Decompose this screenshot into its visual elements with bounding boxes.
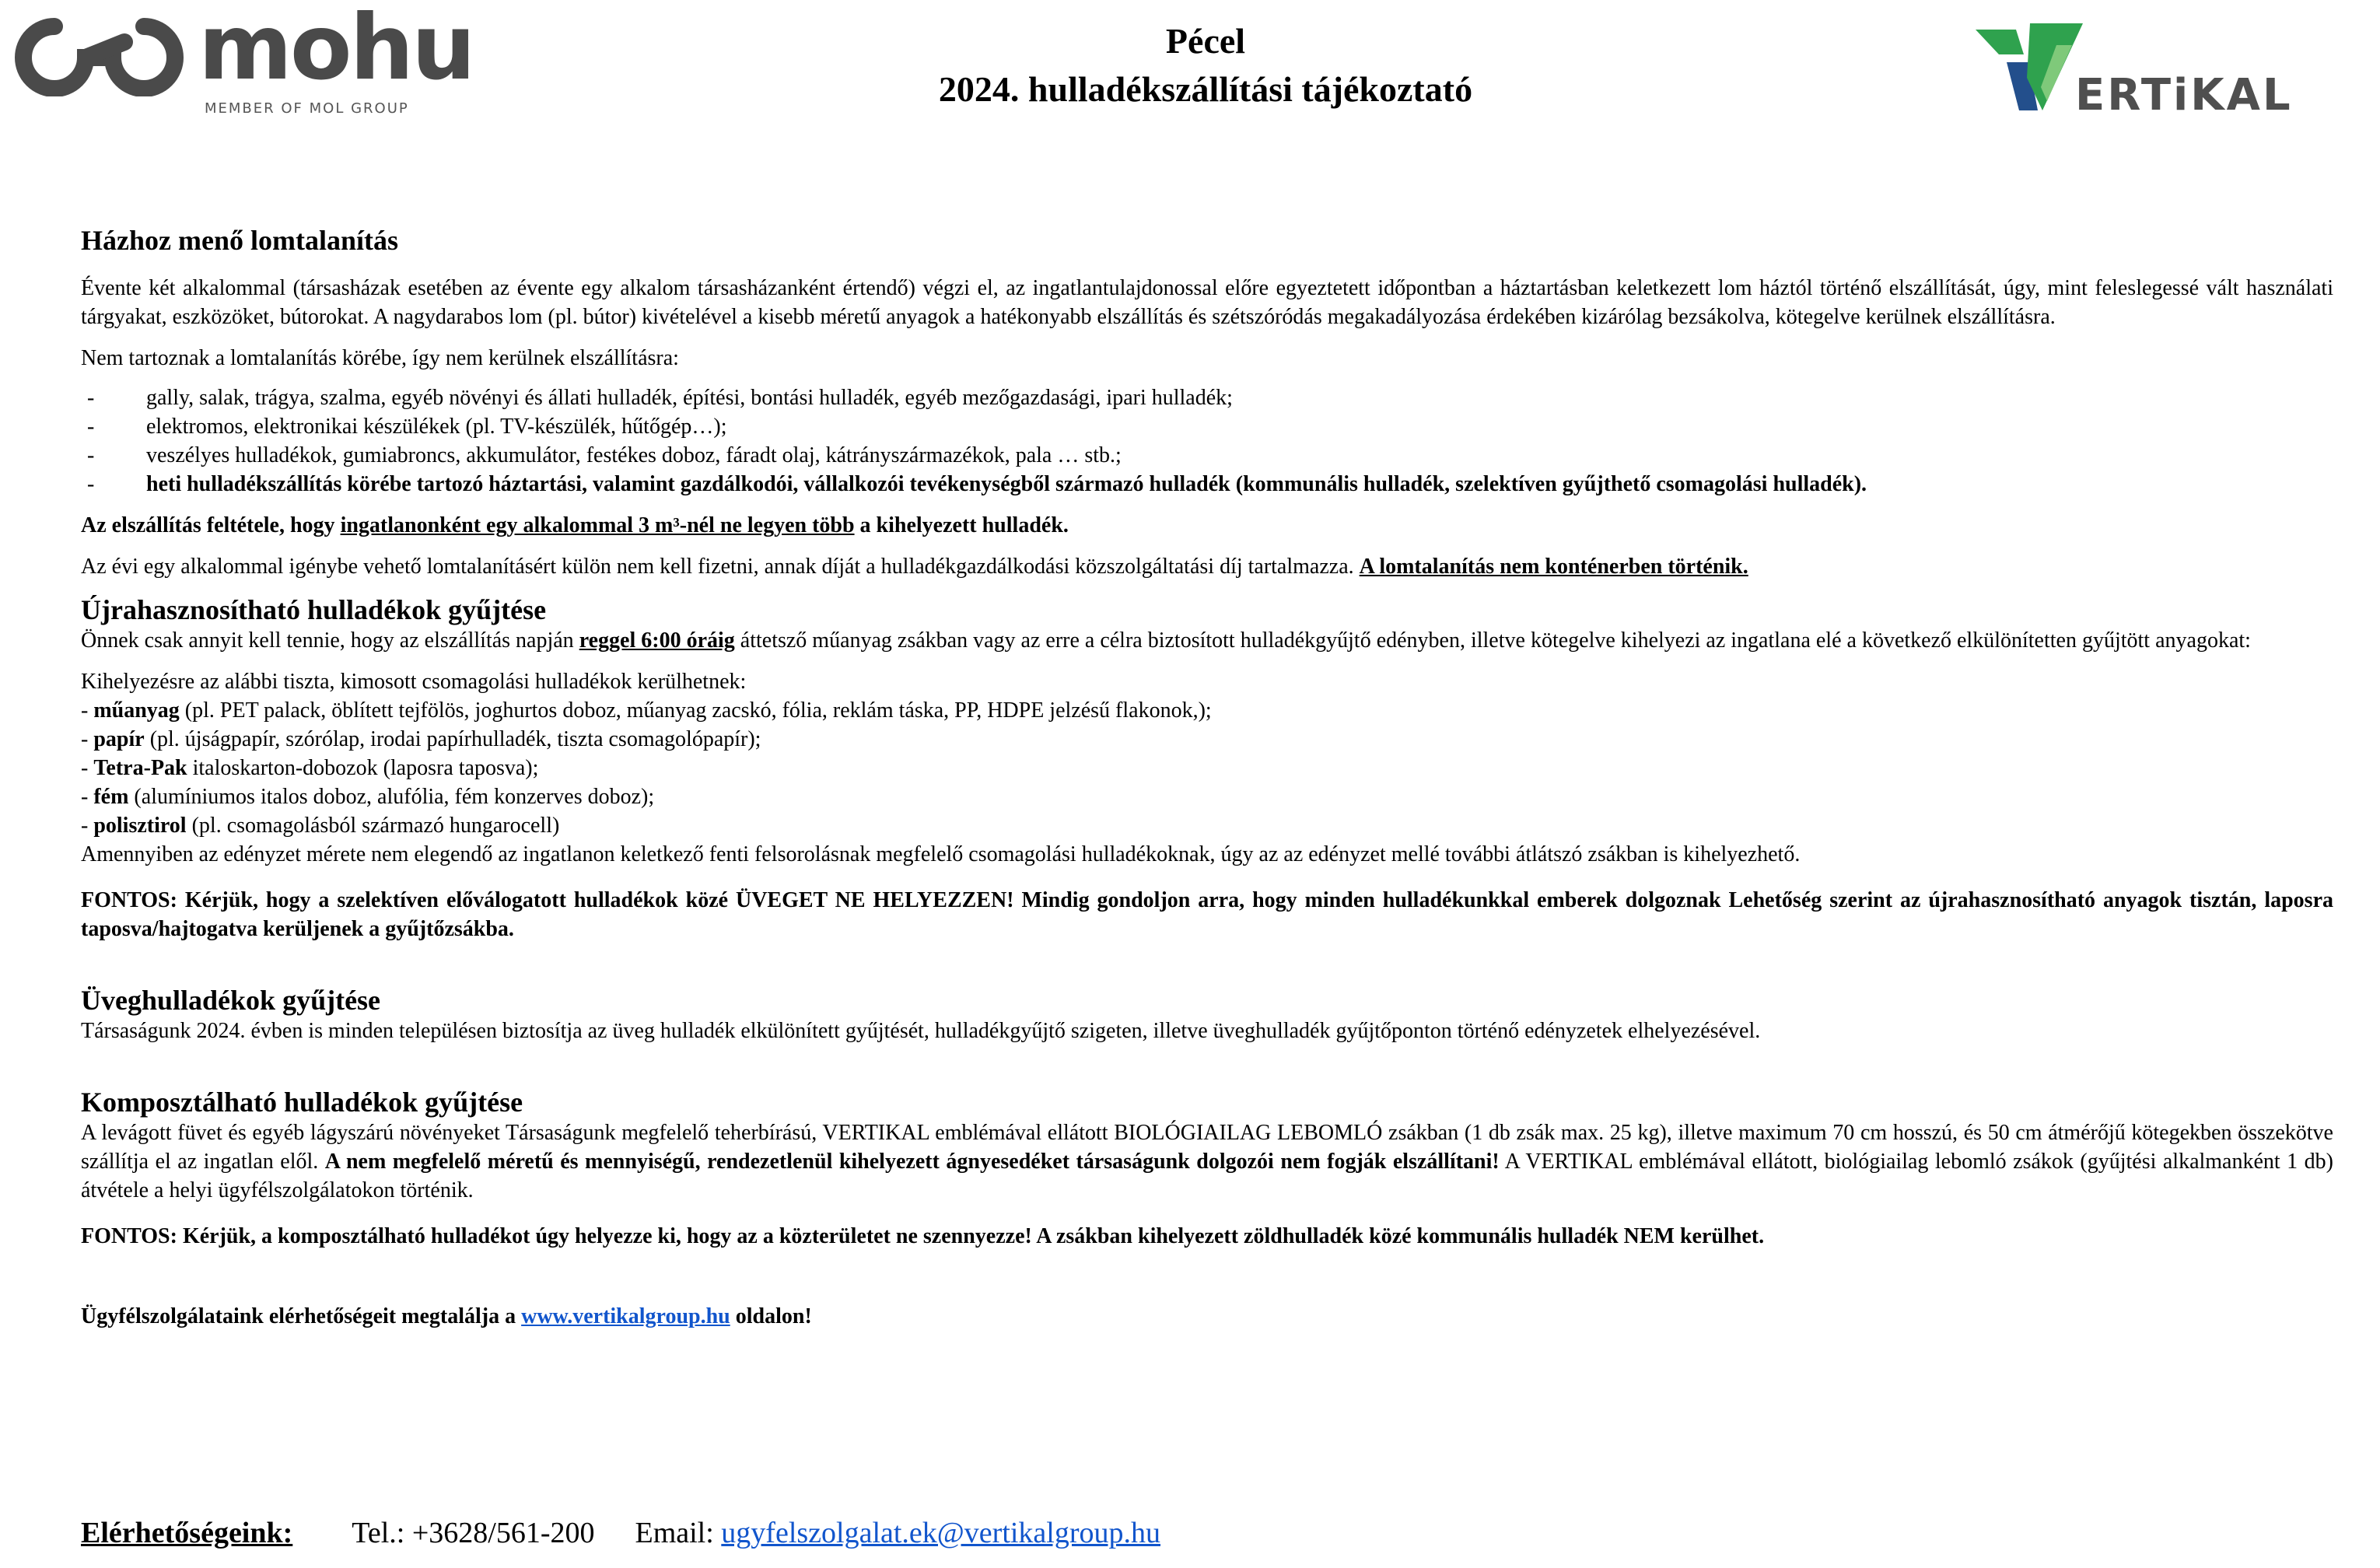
vertikal-logo-text: ERTiKAL <box>2075 70 2293 121</box>
condition-text: Az elszállítás feltétele, hogy ingatlanonként egy alkalommal 3 m³-nél ne legyen több a kihelyezett hulladék. <box>81 513 1069 537</box>
list-item: - műanyag (pl. PET palack, öblített tejfölös, joghurtos doboz, műanyag zacskó, fólia, reklám táska, PP, HDPE jelzésű flakonok,); <box>81 698 1212 723</box>
szelektiv-heading: Újrahasznosítható hulladékok gyűjtése <box>81 594 547 625</box>
szelektiv-intro: Önnek csak annyit kell tennie, hogy az elszállítás napján reggel 6:00 óráig áttetsző műanyag zsákban vagy az erre a célra biztosított hulladékgyűjtő edényben, illetve kötegelve kihelyezi az ingatlana elé a következő elkülönítetten gyűjtött anyagokat: <box>81 628 2251 653</box>
title-city: Pécel <box>1165 21 1246 61</box>
contact-label: Elérhetőségeink: <box>81 1517 293 1549</box>
document-body <box>81 224 2333 1331</box>
condition-underlined: ingatlanonként egy alkalommal 3 m³-nél ne legyen több <box>340 513 855 537</box>
vertikal-logo <box>1976 23 2302 124</box>
komposzt-heading: Komposztálható hulladékok gyűjtése <box>81 1087 523 1118</box>
list-item: - gally, salak, trágya, szalma, egyéb növényi és állati hulladék, építési, bontási hulladék, egyéb mezőgazdasági, ipari hulladék; <box>81 383 2333 412</box>
mohu-logo <box>8 0 474 120</box>
list-item: - fém (alumíniumos italos doboz, alufólia, fém konzerves doboz); <box>81 785 655 809</box>
materials-extra: Amennyiben az edényzet mérete nem elegendő az ingatlanon keletkező fenti felsorolásnak megfelelő csomagolási hulladékoknak, úgy az az edényzet mellé további átlátszó zsákban is kihelyezhető. <box>81 842 1801 866</box>
materials-block <box>81 667 2333 869</box>
excluded-list <box>81 383 2333 499</box>
szelektiv-important: FONTOS: Kérjük, hogy a szelektíven előválogatott hulladékok közé ÜVEGET NE HELYEZZEN! Mindig gondoljon arra, hogy minden hulladékunkkal emberek dolgoznak Lehetőség szerint az újrahasznosítható anyagok tisztán, laposra taposva/hajtogatva kerüljenek a gyűjtőzsákba. <box>81 888 2333 941</box>
list-item: - veszélyes hulladékok, gumiabroncs, akkumulátor, festékes doboz, fáradt olaj, kátrányszármazékok, pala … stb.; <box>81 441 2333 470</box>
deadline-bold: reggel 6:00 óráig <box>579 628 735 653</box>
contact-footer <box>81 1514 1160 1552</box>
komposzt-text: A levágott füvet és egyéb lágyszárú növényeket Társaságunk megfelelő teherbírású, VERTIKAL emblémával ellátott BIOLÓGIAILAG LEBOMLÓ zsákban (1 db zsák max. 25 kg), illetve maximum 70 cm hosszú, és 50 cm átmérőjű kötegekben összekötve szállítja el az ingatlan elől. A nem megfelelő méretű és mennyiségű, rendezetlenül kihelyezett ágnyesedéket társaságunk dolgozói nem fogják elszállítani! A VERTIKAL emblémával ellátott, biológiailag lebomló zsákok (gyűjtési alkalmanként 1 db) átvétele a helyi ügyfélszolgálatokon történik. <box>81 1121 2333 1202</box>
komposzt-important: FONTOS: Kérjük, a komposztálható hulladékot úgy helyezze ki, hogy az a közterületet ne szennyezze! A zsákban kihelyezett zöldhulladék közé kommunális hulladék NEM kerülhet. <box>81 1224 1765 1248</box>
page-title <box>778 17 1633 114</box>
mohu-symbol-icon <box>8 11 191 96</box>
not-included-intro: Nem tartoznak a lomtalanítás körébe, így nem kerülnek elszállításra: <box>81 346 679 370</box>
list-item: - polisztirol (pl. csomagolásból származó hungarocell) <box>81 814 560 838</box>
list-item <box>81 470 2333 499</box>
uveg-text: Társaságunk 2024. évben is minden településen biztosítja az üveg hulladék elkülönített gyűjtését, hulladékgyűjtő szigeten, illetve üveghulladék gyűjtőponton történő edényzetek elhelyezésével. <box>81 1019 1761 1043</box>
lomtalanitas-intro: Évente két alkalommal (társasházak esetében az évente egy alkalom társasházanként értendő) végzi el, az ingatlantulajdonossal előre egyeztetett időpontban a háztartásban keletkezett lom háztól történő elszállítását, úgy, mint feleslegessé vált használati tárgyakat, eszközöket, bútorokat. A nagydarabos lom (pl. bútor) kivételével a kisebb méretű anyagok a hatékonyabb elszállítás és szétszóródás megakadályozása érdekében kizárólag bezsákolva, kötegelve kerülnek elszállításra. <box>81 276 2333 329</box>
mohu-tagline: MEMBER OF MOL GROUP <box>205 100 409 117</box>
materials-intro: Kihelyezésre az alábbi tiszta, kimosott csomagolási hulladékok kerülhetnek: <box>81 670 747 694</box>
list-item: - elektromos, elektronikai készülékek (pl. TV-készülék, hűtőgép…); <box>81 412 2333 441</box>
email-link[interactable]: ugyfelszolgalat.ek@vertikalgroup.hu <box>721 1517 1161 1549</box>
ugyfelszolgalat-text: Ügyfélszolgálataink elérhetőségeit megtalálja a www.vertikalgroup.hu oldalon! <box>81 1304 812 1328</box>
list-item: - Tetra-Pak italoskarton-dobozok (laposra taposva); <box>81 756 539 780</box>
title-subject: 2024. hulladékszállítási tájékoztató <box>938 69 1473 109</box>
mohu-logo-text: mohu <box>198 0 474 100</box>
list-item: - papír (pl. újságpapír, szórólap, irodai papírhulladék, tiszta csomagolópapír); <box>81 727 761 751</box>
vertikal-v-icon <box>1976 23 2084 117</box>
email-label: Email: <box>635 1517 722 1549</box>
fee-text: Az évi egy alkalommal igénybe vehető lomtalanításért külön nem kell fizetni, annak díját a hulladékgazdálkodási közszolgáltatási díj tartalmazza. A lomtalanítás nem konténerben történik. <box>81 555 1748 579</box>
lomtalanitas-heading: Házhoz menő lomtalanítás <box>81 225 398 256</box>
fee-bold: A lomtalanítás nem konténerben történik. <box>1359 555 1748 579</box>
uveg-heading: Üveghulladékok gyűjtése <box>81 985 381 1016</box>
website-link[interactable]: www.vertikalgroup.hu <box>521 1304 730 1328</box>
excluded-item-bold: heti hulladékszállítás körébe tartozó háztartási, valamint gazdálkodói, vállalkozói tevékenységből származó hulladék (kommunális hulladék, szelektíven gyűjthető csomagolási hulladék). <box>146 472 1867 496</box>
phone-number: Tel.: +3628/561-200 <box>352 1517 595 1549</box>
